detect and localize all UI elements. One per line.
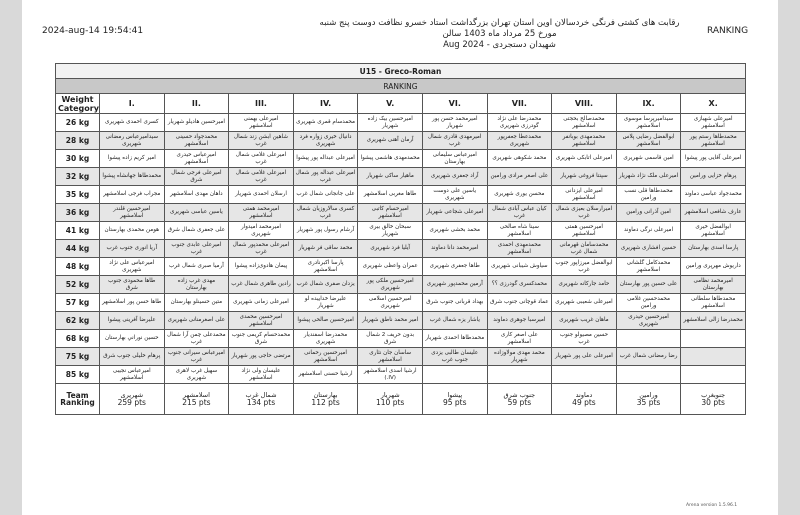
table-title: U15 - Greco-Roman xyxy=(56,64,746,79)
wrestler-cell xyxy=(681,330,746,348)
rank-column-header: VIII. xyxy=(552,94,617,114)
wrestler-cell: امیرعلی ملک نژاد شهریار xyxy=(616,168,681,186)
team-name: پیشوا xyxy=(447,391,463,399)
wrestler-cell: رضا رمضانی شمال غرب xyxy=(616,348,681,366)
wrestler-cell: امیرعلی عبداله پور شمال غرب xyxy=(293,168,358,186)
table-row xyxy=(56,258,746,276)
wrestler-cell: امیرعلی آقایی پور پیشوا xyxy=(681,150,746,168)
wrestler-cell: عمران واعظی شهریری xyxy=(358,258,423,276)
wrestler-cell: محمدسامان قهرمانی شمال غرب xyxy=(552,240,617,258)
wrestler-cell: امیرحسین صالحی پیشوا xyxy=(293,312,358,330)
team-points: 110 pts xyxy=(376,398,405,407)
wrestler-cell: محمد بخشی شهریری xyxy=(422,222,487,240)
wrestler-cell: پارسا اکبرنادری اسلامشهر xyxy=(293,258,358,276)
wrestler-cell: امیرعلی عبداله پور پیشوا xyxy=(293,150,358,168)
wrestler-cell xyxy=(681,366,746,384)
wrestler-cell: یاشار یزه شمال غرب xyxy=(422,312,487,330)
version-footer: Arena version 1.5.96.1 xyxy=(686,503,738,508)
wrestler-cell: مهدی غرب زاده بهارستان xyxy=(164,276,229,294)
wrestler-cell: امیرعباس حیدری اسلامشهر xyxy=(164,150,229,168)
weight-category-cell: 26 kg xyxy=(56,114,100,132)
team-points: 259 pts xyxy=(117,398,146,407)
team-ranking-label: Team Ranking xyxy=(56,384,100,415)
team-name: شهریری xyxy=(120,391,144,399)
wrestler-cell: امیرعلی زمانی شهریری xyxy=(229,294,294,312)
wrestler-cell: طاها حسن پور اسلامشهر xyxy=(100,294,165,312)
wrestler-cell: محمدمهدی بوبانفر اسلامشهر xyxy=(552,132,617,150)
weight-category-cell: 85 kg xyxy=(56,366,100,384)
weight-category-header: Weight Category xyxy=(56,94,100,114)
wrestler-cell xyxy=(552,366,617,384)
rank-column-header: IV. xyxy=(293,94,358,114)
wrestler-cell: آراد جعفری شهریری xyxy=(422,168,487,186)
table-row xyxy=(56,222,746,240)
wrestler-cell: محمد شکوهی شهریری xyxy=(487,150,552,168)
weight-category-cell: 52 kg xyxy=(56,276,100,294)
rank-column-header: II. xyxy=(164,94,229,114)
weight-category-cell: 44 kg xyxy=(56,240,100,258)
team-name: اسلامشهر xyxy=(182,391,210,399)
wrestler-cell: امین قاسمی شهریری xyxy=(616,150,681,168)
wrestler-cell: محمدجواد عباسی دماوند xyxy=(681,186,746,204)
wrestler-cell: امیرارسلان بعیزی شمال غرب xyxy=(552,204,617,222)
wrestler-cell: بدون حریف 2 شمال شرق xyxy=(358,330,423,348)
team-points: 30 pts xyxy=(701,398,725,407)
wrestler-cell: امیرعلی محمدپور شمال غرب xyxy=(229,240,294,258)
wrestler-cell: امیر محمد ناطق شهریار xyxy=(358,312,423,330)
wrestler-cell: کیان عباس آبادی شمال غرب xyxy=(487,204,552,222)
wrestler-cell: امیرحسین بیک زاده شهریار xyxy=(358,114,423,132)
rank-column-header: X. xyxy=(681,94,746,114)
wrestler-cell: عارف شافعی اسلامشهر xyxy=(681,204,746,222)
wrestler-cell: آرمان آهنی شهریری xyxy=(358,132,423,150)
weight-category-cell: 32 kg xyxy=(56,168,100,186)
wrestler-cell: سپنتا فروغی شهریار xyxy=(552,168,617,186)
wrestler-cell: محمدرضا اسفندیار شهریری xyxy=(293,330,358,348)
team-cell xyxy=(422,384,487,415)
wrestler-cell: امین آذرانی ورامین xyxy=(616,204,681,222)
wrestler-cell: علی حسین پور بهارستان xyxy=(616,276,681,294)
wrestler-cell: امیرعلی بهمنی اسلامشهر xyxy=(229,114,294,132)
weight-category-cell: 30 kg xyxy=(56,150,100,168)
wrestler-cell: محمد ساقی فر شهریار xyxy=(293,240,358,258)
table-row xyxy=(56,294,746,312)
wrestler-cell: محمدجواد حسینی اسلامشهر xyxy=(164,132,229,150)
wrestler-cell: مجراب فرجی اسلامشهر xyxy=(100,186,165,204)
team-name: ورامین xyxy=(639,391,658,399)
wrestler-cell: محمدرضا علی نژاد گودرزی شهریری xyxy=(487,114,552,132)
wrestler-cell: امیرمحمد دانا دماوند xyxy=(422,240,487,258)
weight-category-cell: 28 kg xyxy=(56,132,100,150)
wrestler-cell: ابوالفضل میرزاپور جنوب غرب xyxy=(552,258,617,276)
wrestler-cell: حامد جارکانه شهریری xyxy=(552,276,617,294)
table-row xyxy=(56,186,746,204)
wrestler-cell: حسین افشاری شهریری xyxy=(616,240,681,258)
wrestler-cell: امیرعلی اتابکی شهریری xyxy=(552,150,617,168)
rank-column-header: VI. xyxy=(422,94,487,114)
table-row xyxy=(56,114,746,132)
weight-category-cell: 35 kg xyxy=(56,186,100,204)
team-cell xyxy=(681,384,746,415)
event-title xyxy=(312,18,687,51)
wrestler-cell: آرشام رسول پور شهریار xyxy=(293,222,358,240)
wrestler-cell: امیرعباس سلیمانی بهارستان xyxy=(422,150,487,168)
wrestler-cell: کسری احمدی شهریری xyxy=(100,114,165,132)
wrestler-cell: متین حسینلو بهارستان xyxy=(164,294,229,312)
rank-column-header: V. xyxy=(358,94,423,114)
wrestler-cell: محمدطاها رستم پور اسلامشهر xyxy=(681,132,746,150)
weight-category-cell: 36 kg xyxy=(56,204,100,222)
wrestler-cell: امیرحسین ملکی پور شهریری xyxy=(358,276,423,294)
team-name: دماوند xyxy=(575,391,593,399)
wrestler-cell: امیرعلی شعیبی شهریری xyxy=(552,294,617,312)
wrestler-cell: عماد قوچانی جنوب شرق xyxy=(487,294,552,312)
wrestler-cell: رادین طاهری شمال غرب xyxy=(229,276,294,294)
wrestler-cell: محمدرضا زالی اسلامشهر xyxy=(681,312,746,330)
wrestler-cell: سیاوش شیبانی شهریری xyxy=(487,258,552,276)
table-row xyxy=(56,150,746,168)
wrestler-cell: محمدطاها سلطانی اسلامشهر xyxy=(681,294,746,312)
weight-category-cell: 57 kg xyxy=(56,294,100,312)
wrestler-cell: امیرعلی شجاعی شهریار xyxy=(422,204,487,222)
wrestler-cell: محمدحسین غلامی ورامین xyxy=(616,294,681,312)
rank-column-header: III. xyxy=(229,94,294,114)
wrestler-cell: آریا انوری جنوب غرب xyxy=(100,240,165,258)
team-name: شمال غرب xyxy=(245,391,277,399)
team-cell xyxy=(164,384,229,415)
team-points: 215 pts xyxy=(182,398,211,407)
weight-category-cell: 48 kg xyxy=(56,258,100,276)
team-name: جنوب شرق xyxy=(503,391,536,399)
wrestler-cell: بهداد قربانی جنوب شرق xyxy=(422,294,487,312)
team-points: 112 pts xyxy=(311,398,340,407)
wrestler-cell: آیلیا فرد شهریری xyxy=(358,240,423,258)
wrestler-cell: امیرعلی علی پور شهریار xyxy=(552,348,617,366)
wrestler-cell: سهیل غرب لاهری شهریری xyxy=(164,366,229,384)
wrestler-cell: محمدطاها احمدی شهریار xyxy=(422,330,487,348)
rank-column-header: I. xyxy=(100,94,165,114)
wrestler-cell: امیرعباس نجیبی اسلامشهر xyxy=(100,366,165,384)
wrestler-cell: امیرسبا جوهری دماوند xyxy=(487,312,552,330)
event-title-line2: شهیدان دستجردی - Aug 2024 xyxy=(443,40,556,50)
wrestler-cell: امیرحسین رحمانی اسلامشهر xyxy=(293,348,358,366)
wrestler-cell: ابوالفضل خیری اسلامشهر xyxy=(681,222,746,240)
wrestler-cell: محمد مهدی مولاوزاده شهریار xyxy=(487,348,552,366)
table-row xyxy=(56,348,746,366)
wrestler-cell: پرهام خلیلی جنوب شرق xyxy=(100,348,165,366)
wrestler-cell: امیرعلی غلامی شمال غرب xyxy=(229,168,294,186)
wrestler-cell: علیسان ولی نژاد اسلامشهر xyxy=(229,366,294,384)
team-cell xyxy=(552,384,617,415)
wrestler-cell: سیدامیرپرسا موسوی اسلامشهر xyxy=(616,114,681,132)
wrestler-cell: هومن محمدی بهارستان xyxy=(100,222,165,240)
wrestler-cell: امیرعلی غلامی شمال غرب xyxy=(229,150,294,168)
wrestler-cell: علی جعفری شمال شرق xyxy=(164,222,229,240)
wrestler-cell: ابوالفضل رضایی پلاس اسلامشهر xyxy=(616,132,681,150)
wrestler-cell: محمدطاها قلی نسب ورامین xyxy=(616,186,681,204)
wrestler-cell xyxy=(422,366,487,384)
wrestler-cell: پیمان هادوی‌زاده پیشوا xyxy=(229,258,294,276)
wrestler-cell: یاسین علی دوست شهریری xyxy=(422,186,487,204)
wrestler-cell: یاسین عباسی شهریری xyxy=(164,204,229,222)
wrestler-cell: ماهیار ساکی شهریار xyxy=(358,168,423,186)
team-cell xyxy=(229,384,294,415)
wrestler-cell: امیرحسین محمدی اسلامشهر xyxy=(229,312,294,330)
wrestler-cell: آرمین محمدپور شهریری xyxy=(422,276,487,294)
team-points: 95 pts xyxy=(442,398,467,407)
wrestler-cell: امیرعباس علی نژاد شهریری xyxy=(100,258,165,276)
wrestler-cell: کسری سالاروزیان شمال غرب xyxy=(293,204,358,222)
team-cell xyxy=(487,384,552,415)
wrestler-cell: محمدعطا جعفرپور شهریری xyxy=(487,132,552,150)
wrestler-cell: دانیال خیری زواره فرد شهریری xyxy=(293,132,358,150)
wrestler-cell: علی اصغر مرادی ورامین xyxy=(487,168,552,186)
ranking-table xyxy=(55,63,746,415)
wrestler-cell: امیرحسین اسلامی شهریری xyxy=(358,294,423,312)
wrestler-cell: محمدکسری گودرزی ؟؟ xyxy=(487,276,552,294)
wrestler-cell: محمدکامل گلشانی اسلامشهر xyxy=(616,258,681,276)
column-header-row xyxy=(56,94,746,114)
wrestler-cell xyxy=(681,348,746,366)
table-row xyxy=(56,240,746,258)
wrestler-cell: امیرمحمد نظامی بهارستان xyxy=(681,276,746,294)
weight-category-cell: 62 kg xyxy=(56,312,100,330)
wrestler-cell: امیرعلی شهبازی اسلامشهر xyxy=(681,114,746,132)
wrestler-cell: ارسلان احمدی شهریار xyxy=(229,186,294,204)
wrestler-cell: حسین مصیولو جنوب غرب xyxy=(552,330,617,348)
weight-category-cell: 75 kg xyxy=(56,348,100,366)
wrestler-cell: امیرحسین همتی اسلامشهر xyxy=(552,222,617,240)
table-row xyxy=(56,330,746,348)
team-points: 49 pts xyxy=(572,398,596,407)
wrestler-cell: علی اصغر کاری اسلامشهر xyxy=(487,330,552,348)
wrestler-cell: طاها محمودی جنوب شرق xyxy=(100,276,165,294)
table-row xyxy=(56,132,746,150)
wrestler-cell: علیسان طالبی یزدی جنوب غرب xyxy=(422,348,487,366)
wrestler-cell: علی جانجانی شمال غرب xyxy=(293,186,358,204)
wrestler-cell: محمدعلی چمن آرا شمال غرب xyxy=(164,330,229,348)
wrestler-cell: علی اصغرمنانی شهریری xyxy=(164,312,229,330)
wrestler-cell: علیرضا آفرینی پیشوا xyxy=(100,312,165,330)
wrestler-cell: داریوش مهرپری ورامین xyxy=(681,258,746,276)
wrestler-cell xyxy=(616,330,681,348)
team-points: 35 pts xyxy=(636,398,661,407)
wrestler-cell: محمدمهدی هاشمی پیشوا xyxy=(358,150,423,168)
team-name: شهریار xyxy=(380,391,400,399)
table-subtitle: RANKING xyxy=(56,79,746,94)
team-ranking-row xyxy=(56,384,746,415)
wrestler-cell: امیرمحمد حسن پور شهریار xyxy=(422,114,487,132)
team-cell xyxy=(616,384,681,415)
rank-column-header: VII. xyxy=(487,94,552,114)
table-row xyxy=(56,168,746,186)
wrestler-cell: داهان مهدی اسلامشهر xyxy=(164,186,229,204)
wrestler-cell xyxy=(487,366,552,384)
wrestler-cell: طاها مغربی اسلامشهر xyxy=(358,186,423,204)
wrestler-cell: پارسا اسدی بهارستان xyxy=(681,240,746,258)
wrestler-cell: سینا شاه صالحی اسلامشهر xyxy=(487,222,552,240)
team-cell xyxy=(358,384,423,415)
weight-category-cell: 41 kg xyxy=(56,222,100,240)
wrestler-cell: محمدحسام کریمی جنوب شرق xyxy=(229,330,294,348)
wrestler-cell: امیرحسین هادیلو شهریار xyxy=(164,114,229,132)
wrestler-cell: سبحان خالق بیری شهریار xyxy=(358,222,423,240)
wrestler-cell: امیرعلی نرگی دماوند xyxy=(616,222,681,240)
team-cell xyxy=(100,384,165,415)
wrestler-cell: شاهین ابشن زند شمال غرب xyxy=(229,132,294,150)
table-row xyxy=(56,204,746,222)
wrestler-cell: امیرعلی فرجی شمال شرق xyxy=(164,168,229,186)
wrestler-cell: مرتضی حاجی پور شهریار xyxy=(229,348,294,366)
wrestler-cell: امیر کریم زاده پیشوا xyxy=(100,150,165,168)
team-cell xyxy=(293,384,358,415)
wrestler-cell: امیرحسام کاتبی اسلامشهر xyxy=(358,204,423,222)
table-row xyxy=(56,366,746,384)
team-name: جنوبغرب xyxy=(701,391,726,399)
table-row xyxy=(56,312,746,330)
wrestler-cell: محمدطاها جهانشاه پیشوا xyxy=(100,168,165,186)
wrestler-cell: محسن یوری شهریری xyxy=(487,186,552,204)
wrestler-cell: امیرعباس سیرانی جنوب غرب xyxy=(164,348,229,366)
wrestler-cell: امیرمحمد همتی اسلامشهر xyxy=(229,204,294,222)
wrestler-cell: طاها جعفری شهریری xyxy=(422,258,487,276)
wrestler-cell: یزدان صفری شمال غرب xyxy=(293,276,358,294)
wrestler-cell: ماهان غریب شهریری xyxy=(552,312,617,330)
rank-column-header: IX. xyxy=(616,94,681,114)
wrestler-cell xyxy=(616,366,681,384)
wrestler-cell: علیرضا خداییده لو شهریار xyxy=(293,294,358,312)
wrestler-cell: امیرعلی ایزدانی اسلامشهر xyxy=(552,186,617,204)
table-row xyxy=(56,276,746,294)
wrestler-cell: محمدصالح بحجتی اسلامشهر xyxy=(552,114,617,132)
wrestler-cell: ارشیا حسنی اسلامشهر xyxy=(293,366,358,384)
wrestler-cell: امیرمهدی قادری شمال غرب xyxy=(422,132,487,150)
team-points: 134 pts xyxy=(246,398,276,407)
wrestler-cell: امیرحسین قلندر اسلامشهر xyxy=(100,204,165,222)
wrestler-cell: ساسان جان نثاری اسلامشهر xyxy=(358,348,423,366)
weight-category-cell: 68 kg xyxy=(56,330,100,348)
wrestler-cell: حسین نوراني بهارستان xyxy=(100,330,165,348)
team-points: 59 pts xyxy=(507,398,532,407)
wrestler-cell: سیدامیرعباس رمضانی شهریری xyxy=(100,132,165,150)
page-ranking-label: RANKING xyxy=(707,26,749,36)
event-title-line1: رقابت های کشتی فرنگی خردسالان اوین استان تهران بزرگداشت استاد خسرو نظافت دوست پنج شنبه مورخ 25 مرداد ماه 1403 سالن xyxy=(319,18,680,39)
wrestler-cell: امیرحسین حیدری شهریری xyxy=(616,312,681,330)
wrestler-cell: امیرمحمد امیدوار شهریری xyxy=(229,222,294,240)
wrestler-cell: محمدمهدی احمدی اسلامشهر xyxy=(487,240,552,258)
report-date: 2024-aug-14 19:54:41 xyxy=(42,26,144,36)
team-name: بهارستان xyxy=(313,391,338,399)
wrestler-cell: ارشیا اسدی اسلامشهر (IV.) xyxy=(358,366,423,384)
wrestler-cell: پرهام خزایی ورامین xyxy=(681,168,746,186)
wrestler-cell: امیرعلی عابدی جنوب غرب xyxy=(164,240,229,258)
wrestler-cell: محمدسام قمری شهریری xyxy=(293,114,358,132)
wrestler-cell: آرمیا صبری شمال غرب xyxy=(164,258,229,276)
